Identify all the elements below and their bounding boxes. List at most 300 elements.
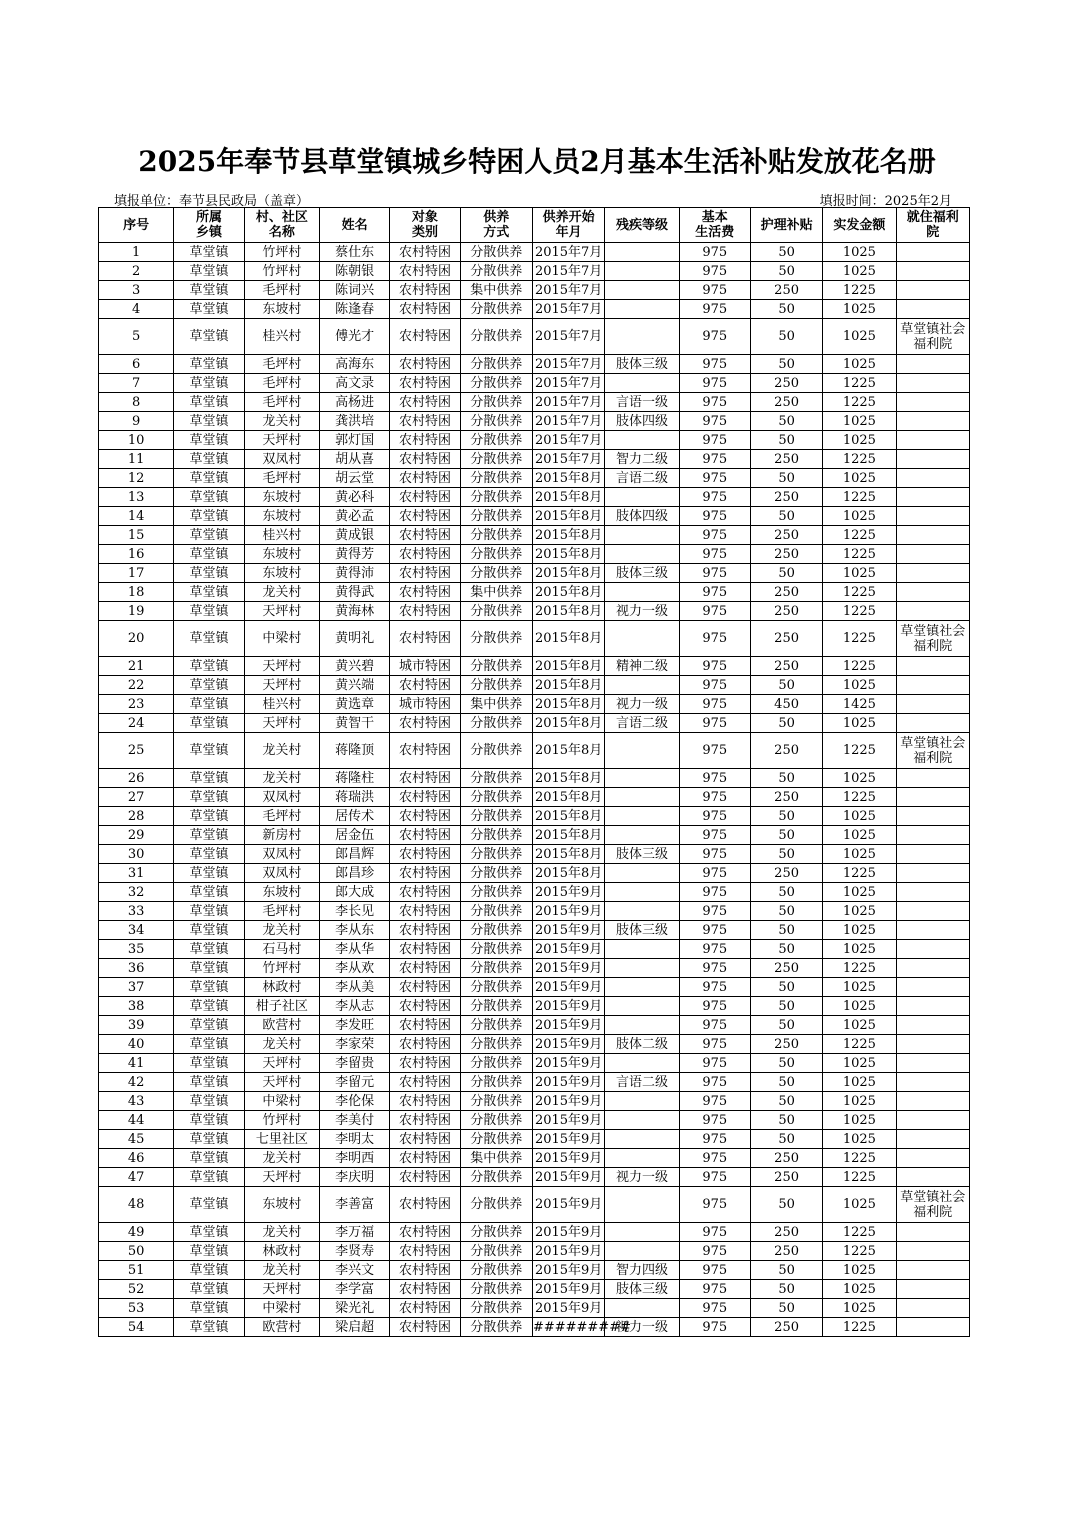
cell-serial-number: 16 — [99, 545, 174, 564]
cell-nursing-subsidy: 50 — [750, 412, 822, 431]
cell-total-amount: 1025 — [823, 243, 896, 262]
cell-village: 竹坪村 — [244, 1111, 319, 1130]
cell-township: 草堂镇 — [174, 788, 244, 807]
cell-basic-living: 975 — [679, 1035, 750, 1054]
cell-basic-living: 975 — [679, 902, 750, 921]
cell-disability-level: 肢体三级 — [605, 355, 679, 374]
cell-disability-level — [605, 826, 679, 845]
cell-total-amount: 1025 — [823, 1187, 896, 1223]
cell-welfare-home — [896, 355, 969, 374]
cell-category: 农村特困 — [390, 902, 460, 921]
cell-township: 草堂镇 — [174, 1280, 244, 1299]
cell-serial-number: 54 — [99, 1318, 174, 1337]
cell-total-amount: 1025 — [823, 1073, 896, 1092]
cell-basic-living: 975 — [679, 243, 750, 262]
table-row — [99, 883, 970, 902]
reporting-unit: 填报单位：奉节县民政局（盖章） — [114, 194, 310, 209]
cell-category: 农村特困 — [390, 1223, 460, 1242]
cell-basic-living: 975 — [679, 1187, 750, 1223]
cell-category: 农村特困 — [390, 281, 460, 300]
cell-support-mode: 分散供养 — [460, 959, 532, 978]
table-row — [99, 431, 970, 450]
cell-township: 草堂镇 — [174, 602, 244, 621]
cell-category: 农村特困 — [390, 1035, 460, 1054]
cell-support-mode: 分散供养 — [460, 807, 532, 826]
cell-total-amount: 1025 — [823, 845, 896, 864]
cell-serial-number: 3 — [99, 281, 174, 300]
cell-total-amount: 1225 — [823, 545, 896, 564]
cell-serial-number: 10 — [99, 431, 174, 450]
cell-support-mode: 分散供养 — [460, 657, 532, 676]
cell-township: 草堂镇 — [174, 526, 244, 545]
cell-serial-number: 18 — [99, 583, 174, 602]
cell-support-mode: 分散供养 — [460, 393, 532, 412]
cell-village: 双凤村 — [244, 845, 319, 864]
document-title: 2025年奉节县草堂镇城乡特困人员2月基本生活补贴发放花名册 — [138, 145, 936, 178]
cell-support-mode: 分散供养 — [460, 733, 532, 769]
cell-serial-number: 46 — [99, 1149, 174, 1168]
cell-basic-living: 975 — [679, 676, 750, 695]
cell-support-mode: 分散供养 — [460, 243, 532, 262]
cell-village: 天坪村 — [244, 602, 319, 621]
cell-nursing-subsidy: 50 — [750, 243, 822, 262]
cell-name: 黄得武 — [320, 583, 390, 602]
cell-support-mode: 分散供养 — [460, 450, 532, 469]
cell-township: 草堂镇 — [174, 564, 244, 583]
cell-serial-number: 36 — [99, 959, 174, 978]
cell-start-month: 2015年9月 — [532, 921, 604, 940]
cell-support-mode: 分散供养 — [460, 978, 532, 997]
cell-nursing-subsidy: 250 — [750, 602, 822, 621]
cell-serial-number: 31 — [99, 864, 174, 883]
cell-disability-level — [605, 621, 679, 657]
cell-total-amount: 1225 — [823, 450, 896, 469]
cell-township: 草堂镇 — [174, 826, 244, 845]
header-basic-living: 基本 生活费 — [679, 208, 750, 243]
cell-village: 天坪村 — [244, 1280, 319, 1299]
cell-start-month: 2015年8月 — [532, 583, 604, 602]
cell-disability-level — [605, 788, 679, 807]
cell-name: 李贤寿 — [320, 1242, 390, 1261]
cell-name: 居传术 — [320, 807, 390, 826]
cell-serial-number: 12 — [99, 469, 174, 488]
cell-nursing-subsidy: 50 — [750, 1016, 822, 1035]
cell-nursing-subsidy: 250 — [750, 657, 822, 676]
cell-category: 农村特困 — [390, 826, 460, 845]
cell-welfare-home — [896, 1242, 969, 1261]
cell-basic-living: 975 — [679, 1223, 750, 1242]
header-welfare-home: 就住福利 院 — [896, 208, 969, 243]
cell-village: 龙关村 — [244, 1149, 319, 1168]
cell-start-month: 2015年8月 — [532, 769, 604, 788]
cell-name: 黄必孟 — [320, 507, 390, 526]
cell-nursing-subsidy: 50 — [750, 845, 822, 864]
cell-village: 竹坪村 — [244, 243, 319, 262]
cell-start-month: 2015年8月 — [532, 564, 604, 583]
cell-township: 草堂镇 — [174, 1054, 244, 1073]
cell-support-mode: 分散供养 — [460, 262, 532, 281]
cell-welfare-home — [896, 997, 969, 1016]
cell-welfare-home — [896, 978, 969, 997]
cell-category: 农村特困 — [390, 940, 460, 959]
cell-basic-living: 975 — [679, 826, 750, 845]
cell-nursing-subsidy: 250 — [750, 733, 822, 769]
cell-nursing-subsidy: 50 — [750, 1111, 822, 1130]
cell-total-amount: 1025 — [823, 769, 896, 788]
cell-nursing-subsidy: 50 — [750, 319, 822, 355]
cell-serial-number: 47 — [99, 1168, 174, 1187]
cell-start-month: 2015年7月 — [532, 374, 604, 393]
cell-township: 草堂镇 — [174, 374, 244, 393]
cell-welfare-home: 草堂镇社会 福利院 — [896, 1187, 969, 1223]
cell-serial-number: 48 — [99, 1187, 174, 1223]
cell-support-mode: 分散供养 — [460, 1168, 532, 1187]
cell-village: 毛坪村 — [244, 902, 319, 921]
cell-village: 桂兴村 — [244, 526, 319, 545]
cell-welfare-home — [896, 602, 969, 621]
cell-name: 李伦保 — [320, 1092, 390, 1111]
cell-serial-number: 14 — [99, 507, 174, 526]
cell-township: 草堂镇 — [174, 921, 244, 940]
cell-nursing-subsidy: 250 — [750, 526, 822, 545]
cell-name: 黄必科 — [320, 488, 390, 507]
cell-village: 桂兴村 — [244, 695, 319, 714]
cell-name: 蔡仕东 — [320, 243, 390, 262]
cell-serial-number: 5 — [99, 319, 174, 355]
cell-nursing-subsidy: 50 — [750, 1054, 822, 1073]
cell-welfare-home — [896, 959, 969, 978]
cell-welfare-home: 草堂镇社会 福利院 — [896, 319, 969, 355]
cell-name: 胡从喜 — [320, 450, 390, 469]
cell-nursing-subsidy: 50 — [750, 1280, 822, 1299]
cell-village: 东坡村 — [244, 883, 319, 902]
cell-name: 梁光礼 — [320, 1299, 390, 1318]
cell-name: 李从志 — [320, 997, 390, 1016]
cell-name: 蒋隆顶 — [320, 733, 390, 769]
table-row — [99, 845, 970, 864]
cell-total-amount: 1225 — [823, 602, 896, 621]
cell-welfare-home — [896, 921, 969, 940]
cell-total-amount: 1025 — [823, 300, 896, 319]
cell-welfare-home — [896, 826, 969, 845]
cell-start-month: 2015年9月 — [532, 1130, 604, 1149]
cell-basic-living: 975 — [679, 788, 750, 807]
cell-name: 黄兴端 — [320, 676, 390, 695]
cell-support-mode: 分散供养 — [460, 1261, 532, 1280]
cell-township: 草堂镇 — [174, 997, 244, 1016]
cell-total-amount: 1025 — [823, 507, 896, 526]
cell-name: 黄得芳 — [320, 545, 390, 564]
cell-category: 农村特困 — [390, 1280, 460, 1299]
cell-support-mode: 分散供养 — [460, 997, 532, 1016]
cell-nursing-subsidy: 250 — [750, 393, 822, 412]
cell-support-mode: 分散供养 — [460, 1016, 532, 1035]
cell-serial-number: 51 — [99, 1261, 174, 1280]
cell-support-mode: 分散供养 — [460, 864, 532, 883]
cell-total-amount: 1025 — [823, 1130, 896, 1149]
cell-total-amount: 1425 — [823, 695, 896, 714]
table-row — [99, 319, 970, 355]
cell-nursing-subsidy: 50 — [750, 1187, 822, 1223]
cell-support-mode: 分散供养 — [460, 564, 532, 583]
cell-name: 李美付 — [320, 1111, 390, 1130]
cell-serial-number: 49 — [99, 1223, 174, 1242]
cell-start-month: 2015年9月 — [532, 883, 604, 902]
table-row — [99, 769, 970, 788]
cell-welfare-home — [896, 1016, 969, 1035]
cell-serial-number: 26 — [99, 769, 174, 788]
cell-township: 草堂镇 — [174, 1092, 244, 1111]
table-row — [99, 507, 970, 526]
cell-serial-number: 37 — [99, 978, 174, 997]
cell-disability-level — [605, 281, 679, 300]
cell-name: 胡云堂 — [320, 469, 390, 488]
cell-township: 草堂镇 — [174, 902, 244, 921]
cell-name: 李长见 — [320, 902, 390, 921]
cell-nursing-subsidy: 50 — [750, 300, 822, 319]
cell-basic-living: 975 — [679, 507, 750, 526]
cell-name: 郎昌辉 — [320, 845, 390, 864]
cell-welfare-home — [896, 488, 969, 507]
cell-township: 草堂镇 — [174, 243, 244, 262]
cell-welfare-home — [896, 412, 969, 431]
cell-start-month: 2015年8月 — [532, 807, 604, 826]
cell-serial-number: 24 — [99, 714, 174, 733]
cell-category: 农村特困 — [390, 1130, 460, 1149]
cell-nursing-subsidy: 50 — [750, 1073, 822, 1092]
cell-nursing-subsidy: 250 — [750, 1035, 822, 1054]
cell-disability-level: 肢体三级 — [605, 1280, 679, 1299]
cell-disability-level — [605, 319, 679, 355]
cell-nursing-subsidy: 250 — [750, 864, 822, 883]
cell-basic-living: 975 — [679, 1073, 750, 1092]
cell-support-mode: 分散供养 — [460, 921, 532, 940]
cell-start-month: 2015年8月 — [532, 733, 604, 769]
cell-township: 草堂镇 — [174, 657, 244, 676]
cell-basic-living: 975 — [679, 621, 750, 657]
header-nursing-subsidy: 护理补贴 — [750, 208, 822, 243]
cell-welfare-home — [896, 507, 969, 526]
cell-total-amount: 1025 — [823, 902, 896, 921]
cell-support-mode: 分散供养 — [460, 469, 532, 488]
cell-basic-living: 975 — [679, 602, 750, 621]
cell-nursing-subsidy: 250 — [750, 281, 822, 300]
cell-disability-level — [605, 1187, 679, 1223]
cell-category: 农村特困 — [390, 1299, 460, 1318]
cell-name: 李万福 — [320, 1223, 390, 1242]
cell-village: 龙关村 — [244, 1261, 319, 1280]
cell-serial-number: 27 — [99, 788, 174, 807]
cell-welfare-home — [896, 1168, 969, 1187]
cell-start-month: 2015年9月 — [532, 959, 604, 978]
cell-township: 草堂镇 — [174, 450, 244, 469]
cell-welfare-home — [896, 1035, 969, 1054]
cell-township: 草堂镇 — [174, 959, 244, 978]
table-row — [99, 921, 970, 940]
cell-start-month: 2015年7月 — [532, 431, 604, 450]
cell-nursing-subsidy: 250 — [750, 545, 822, 564]
cell-name: 黄成银 — [320, 526, 390, 545]
cell-township: 草堂镇 — [174, 281, 244, 300]
cell-category: 农村特困 — [390, 733, 460, 769]
cell-welfare-home — [896, 526, 969, 545]
cell-support-mode: 分散供养 — [460, 676, 532, 695]
cell-name: 蒋瑞洪 — [320, 788, 390, 807]
table-row — [99, 1168, 970, 1187]
cell-serial-number: 50 — [99, 1242, 174, 1261]
table-row — [99, 469, 970, 488]
cell-nursing-subsidy: 250 — [750, 583, 822, 602]
cell-disability-level — [605, 883, 679, 902]
cell-welfare-home — [896, 1130, 969, 1149]
cell-disability-level — [605, 1130, 679, 1149]
cell-basic-living: 975 — [679, 412, 750, 431]
cell-name: 李明太 — [320, 1130, 390, 1149]
table-row — [99, 564, 970, 583]
cell-welfare-home — [896, 788, 969, 807]
cell-category: 农村特困 — [390, 526, 460, 545]
cell-serial-number: 52 — [99, 1280, 174, 1299]
cell-start-month: 2015年9月 — [532, 978, 604, 997]
table-row — [99, 602, 970, 621]
cell-nursing-subsidy: 50 — [750, 262, 822, 281]
cell-welfare-home — [896, 845, 969, 864]
cell-support-mode: 分散供养 — [460, 431, 532, 450]
cell-name: 龚洪培 — [320, 412, 390, 431]
cell-nursing-subsidy: 250 — [750, 1318, 822, 1337]
cell-disability-level — [605, 1016, 679, 1035]
cell-township: 草堂镇 — [174, 1130, 244, 1149]
cell-total-amount: 1025 — [823, 978, 896, 997]
cell-welfare-home — [896, 393, 969, 412]
cell-serial-number: 23 — [99, 695, 174, 714]
cell-name: 李留元 — [320, 1073, 390, 1092]
cell-welfare-home — [896, 1299, 969, 1318]
cell-start-month: 2015年9月 — [532, 1073, 604, 1092]
cell-basic-living: 975 — [679, 695, 750, 714]
cell-support-mode: 集中供养 — [460, 281, 532, 300]
cell-support-mode: 分散供养 — [460, 845, 532, 864]
cell-start-month: 2015年9月 — [532, 1299, 604, 1318]
cell-basic-living: 975 — [679, 1111, 750, 1130]
table-row — [99, 1299, 970, 1318]
cell-disability-level — [605, 583, 679, 602]
table-row — [99, 1130, 970, 1149]
cell-township: 草堂镇 — [174, 319, 244, 355]
header-name: 姓名 — [320, 208, 390, 243]
cell-serial-number: 35 — [99, 940, 174, 959]
cell-serial-number: 20 — [99, 621, 174, 657]
cell-category: 农村特困 — [390, 883, 460, 902]
cell-category: 农村特困 — [390, 602, 460, 621]
cell-basic-living: 975 — [679, 1242, 750, 1261]
cell-support-mode: 分散供养 — [460, 507, 532, 526]
cell-township: 草堂镇 — [174, 1111, 244, 1130]
cell-total-amount: 1025 — [823, 1299, 896, 1318]
cell-start-month: 2015年8月 — [532, 676, 604, 695]
cell-category: 农村特困 — [390, 1073, 460, 1092]
cell-name: 黄选章 — [320, 695, 390, 714]
cell-start-month: 2015年8月 — [532, 545, 604, 564]
cell-village: 中梁村 — [244, 1299, 319, 1318]
subsidy-roster-table — [98, 207, 970, 1337]
cell-support-mode: 分散供养 — [460, 545, 532, 564]
cell-disability-level: 智力四级 — [605, 1261, 679, 1280]
cell-welfare-home — [896, 1073, 969, 1092]
cell-start-month: 2015年7月 — [532, 355, 604, 374]
cell-support-mode: 分散供养 — [460, 1223, 532, 1242]
cell-nursing-subsidy: 50 — [750, 676, 822, 695]
cell-total-amount: 1025 — [823, 319, 896, 355]
table-row — [99, 1149, 970, 1168]
cell-start-month: 2015年9月 — [532, 1242, 604, 1261]
cell-disability-level — [605, 431, 679, 450]
cell-total-amount: 1025 — [823, 883, 896, 902]
cell-township: 草堂镇 — [174, 1187, 244, 1223]
cell-village: 东坡村 — [244, 564, 319, 583]
cell-disability-level — [605, 1092, 679, 1111]
cell-start-month: 2015年7月 — [532, 412, 604, 431]
cell-welfare-home — [896, 1223, 969, 1242]
cell-support-mode: 分散供养 — [460, 714, 532, 733]
cell-support-mode: 分散供养 — [460, 1111, 532, 1130]
cell-total-amount: 1225 — [823, 1223, 896, 1242]
cell-support-mode: 分散供养 — [460, 319, 532, 355]
header-serial-number: 序号 — [99, 208, 174, 243]
cell-township: 草堂镇 — [174, 469, 244, 488]
cell-start-month: 2015年7月 — [532, 450, 604, 469]
cell-village: 竹坪村 — [244, 262, 319, 281]
cell-category: 农村特困 — [390, 507, 460, 526]
cell-nursing-subsidy: 50 — [750, 714, 822, 733]
cell-category: 农村特困 — [390, 769, 460, 788]
cell-serial-number: 53 — [99, 1299, 174, 1318]
cell-name: 高杨进 — [320, 393, 390, 412]
cell-start-month: 2015年8月 — [532, 826, 604, 845]
cell-basic-living: 975 — [679, 564, 750, 583]
cell-total-amount: 1225 — [823, 374, 896, 393]
cell-welfare-home — [896, 1318, 969, 1337]
cell-township: 草堂镇 — [174, 1035, 244, 1054]
cell-village: 天坪村 — [244, 1168, 319, 1187]
cell-township: 草堂镇 — [174, 1242, 244, 1261]
cell-support-mode: 集中供养 — [460, 695, 532, 714]
cell-start-month: 2015年9月 — [532, 1261, 604, 1280]
cell-category: 农村特困 — [390, 431, 460, 450]
cell-support-mode: 分散供养 — [460, 355, 532, 374]
cell-support-mode: 分散供养 — [460, 488, 532, 507]
cell-village: 桂兴村 — [244, 319, 319, 355]
table-body — [99, 243, 970, 1337]
cell-disability-level — [605, 243, 679, 262]
cell-total-amount: 1225 — [823, 1035, 896, 1054]
table-row — [99, 997, 970, 1016]
table-row — [99, 1092, 970, 1111]
cell-township: 草堂镇 — [174, 695, 244, 714]
cell-township: 草堂镇 — [174, 733, 244, 769]
cell-category: 农村特困 — [390, 921, 460, 940]
cell-township: 草堂镇 — [174, 262, 244, 281]
table-row — [99, 978, 970, 997]
cell-village: 双凤村 — [244, 788, 319, 807]
cell-village: 毛坪村 — [244, 469, 319, 488]
header-township: 所属 乡镇 — [174, 208, 244, 243]
table-row — [99, 412, 970, 431]
cell-nursing-subsidy: 250 — [750, 1149, 822, 1168]
cell-village: 林政村 — [244, 1242, 319, 1261]
cell-support-mode: 分散供养 — [460, 300, 532, 319]
cell-start-month: 2015年8月 — [532, 488, 604, 507]
